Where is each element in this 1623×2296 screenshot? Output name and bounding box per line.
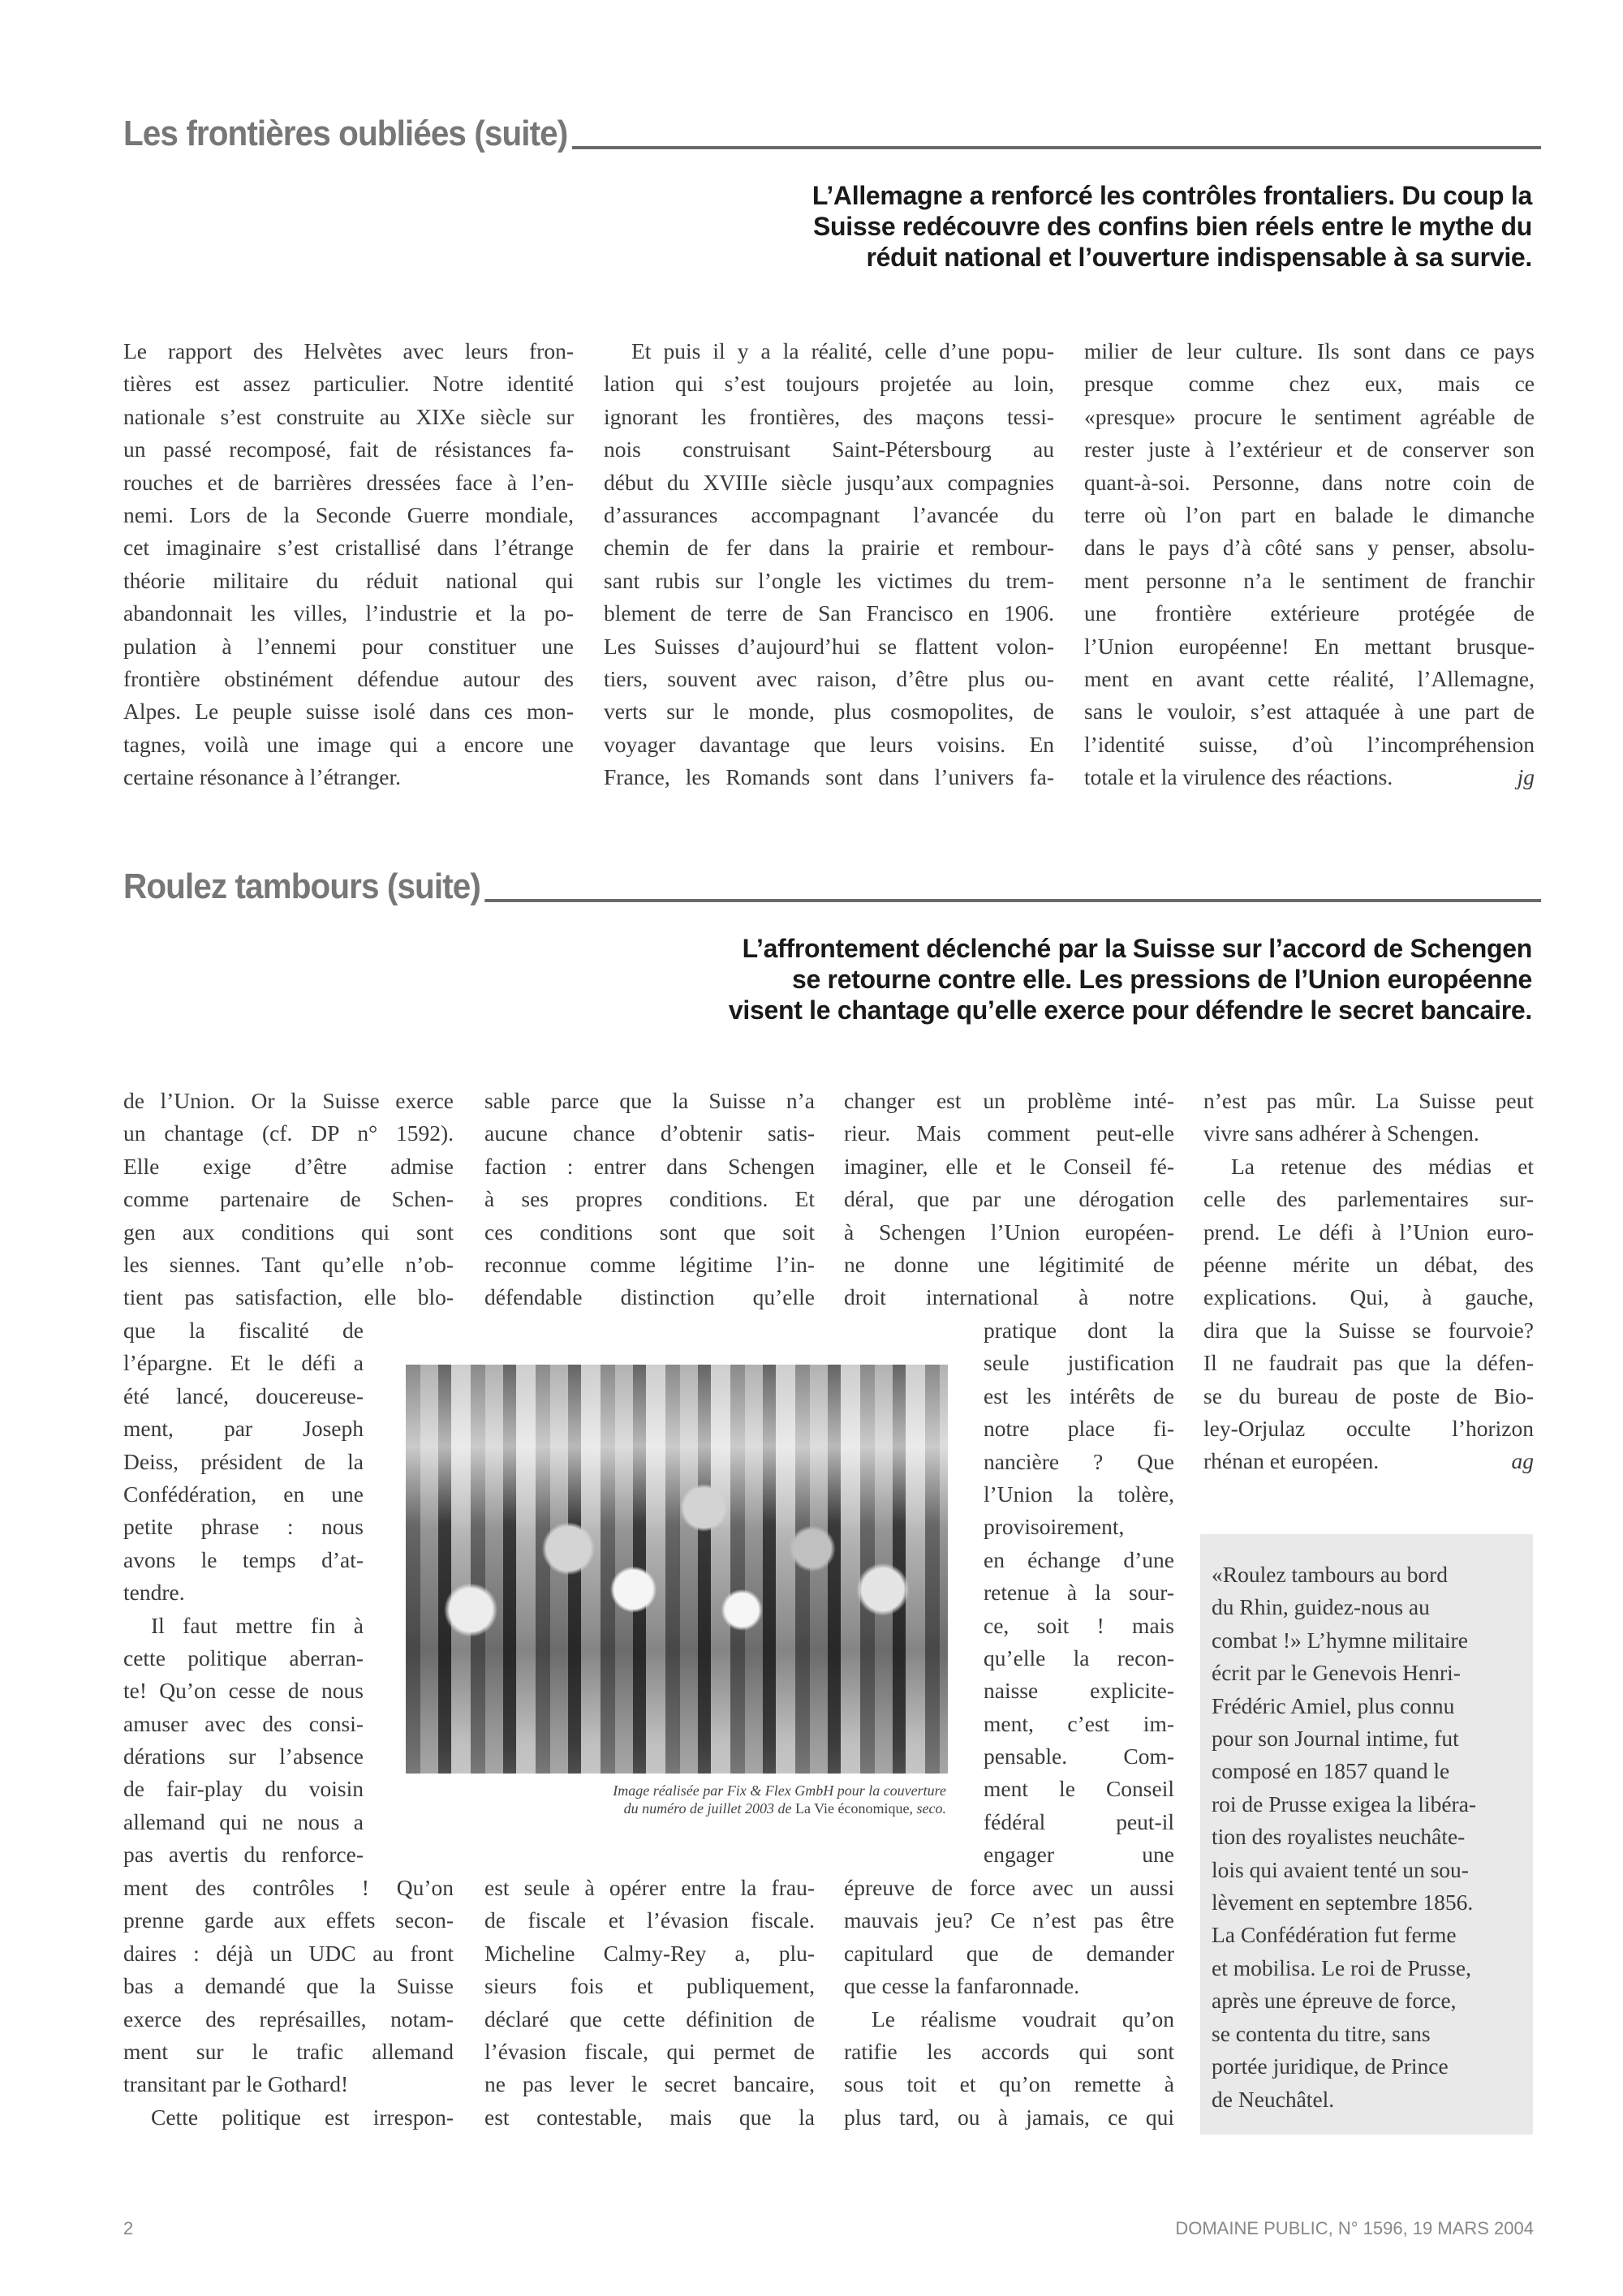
text-line: Le réalisme voudrait qu’on xyxy=(872,2006,1174,2032)
sidebar-line: Frédéric Amiel, plus connu xyxy=(1212,1692,1455,1718)
text-line: à Schengen l’Union européen- xyxy=(844,1219,1174,1245)
text-line: que cesse la fanfaronnade. xyxy=(844,1973,1080,1999)
text-line: quant-à-soi. Personne, dans notre coin de xyxy=(1084,469,1535,495)
sidebar-line: combat !» L’hymne militaire xyxy=(1212,1627,1468,1653)
text-line: tient pas satisfaction, elle blo- xyxy=(123,1284,454,1310)
text-line: France, les Romands sont dans l’univers fa- xyxy=(604,764,1054,790)
text-line: Il ne faudrait pas que la défen- xyxy=(1203,1350,1534,1376)
text-line: lation qui s’est toujours projetée au loin, xyxy=(604,371,1054,397)
text-line: à ses propres conditions. Et xyxy=(484,1186,815,1212)
text-line: imaginer, elle et le Conseil fé- xyxy=(844,1153,1174,1179)
article2-column-1-bottom xyxy=(123,1872,454,2134)
lead-line: réduit national et l’ouverture indispensable à sa survie. xyxy=(866,243,1532,272)
text-line: ces conditions sont que soit xyxy=(484,1219,815,1245)
text-line: d’assurances accompagnant l’avancée du xyxy=(604,501,1054,527)
text-line: rhénan et européen. ag xyxy=(1203,1445,1534,1477)
text-line: tagnes, voilà une image qui a encore une xyxy=(123,731,574,757)
text-line: retenue à la sour- xyxy=(984,1580,1174,1606)
text-line: nois construisant Saint-Pétersbourg au xyxy=(604,436,1054,462)
article2-column-3-bottom xyxy=(844,1872,1174,2134)
lead-line: L’Allemagne a renforcé les contrôles frontaliers. Du coup la xyxy=(812,181,1532,210)
author-signature: ag xyxy=(1511,1448,1534,1474)
text-line: presque comme chez eux, mais ce xyxy=(1084,371,1535,397)
text-line: péenne mérite un débat, des xyxy=(1203,1251,1534,1277)
text-line: aucune chance d’obtenir satis- xyxy=(484,1120,815,1146)
text-line: bas a demandé que la Suisse xyxy=(123,1973,454,1999)
text-line: La retenue des médias et xyxy=(1231,1153,1534,1179)
text-line: daires : déjà un UDC au front xyxy=(123,1940,454,1966)
text-line: dira que la Suisse se fourvoie? xyxy=(1203,1317,1534,1343)
text-line: blement de terre de San Francisco en 1906. xyxy=(604,600,1054,626)
article1-title-rule xyxy=(123,107,1541,153)
text-line: Micheline Calmy-Rey a, plu- xyxy=(484,1940,815,1966)
text-line: faction : entrer dans Schengen xyxy=(484,1153,815,1179)
text-line: allemand qui ne nous a xyxy=(123,1808,364,1834)
sidebar-text xyxy=(1212,1559,1476,2116)
text-line: de fiscale et l’évasion fiscale. xyxy=(484,1907,815,1933)
text-line: certaine résonance à l’étranger. xyxy=(123,764,402,790)
article2-title-rule xyxy=(123,860,1541,906)
sidebar-line: roi de Prusse exigea la libéra- xyxy=(1212,1791,1477,1817)
text-line: pensable. Com- xyxy=(984,1743,1174,1769)
sidebar-line: lèvement en septembre 1856. xyxy=(1212,1890,1474,1915)
text-line: terre où l’on part en balade le dimanche xyxy=(1084,501,1535,527)
text-line: ment sur le trafic allemand xyxy=(123,2038,454,2064)
text-line: sable parce que la Suisse n’a xyxy=(484,1088,815,1113)
text-line: voyager davantage que leurs voisins. En xyxy=(604,731,1054,757)
article2-column-2-bottom xyxy=(484,1872,815,2134)
article2-lead xyxy=(729,933,1532,1025)
text-line: cette politique aberran- xyxy=(123,1645,364,1670)
text-line: sous toit et qu’on remette à xyxy=(844,2071,1174,2097)
text-line: se du bureau de poste de Bio- xyxy=(1203,1382,1534,1408)
text-line: Et puis il y a la réalité, celle d’une popu- xyxy=(631,338,1054,363)
text-line: pratique dont la xyxy=(984,1318,1174,1343)
text-line: en échange d’une xyxy=(984,1546,1174,1572)
text-line: transitant par le Gothard! xyxy=(123,2071,349,2097)
text-line: reconnue comme légitime l’in- xyxy=(484,1251,815,1277)
caption-text: , seco. xyxy=(909,1800,946,1817)
text-line: ment des contrôles ! Qu’on xyxy=(123,1875,454,1900)
text-line: te! Qu’on cesse de nous xyxy=(123,1678,364,1704)
text-line: que la fiscalité de xyxy=(123,1318,364,1343)
text-line: seule justification xyxy=(984,1350,1174,1376)
sidebar-line: de Neuchâtel. xyxy=(1212,2086,1335,2112)
lead-line: L’affrontement déclenché par la Suisse sur l’accord de Schengen xyxy=(742,934,1532,963)
text-line: Deiss, président de la xyxy=(123,1448,364,1474)
article2-column-3-narrow xyxy=(984,1314,1174,1872)
text-line: ment en avant cette réalité, l’Allemagne, xyxy=(1084,665,1535,691)
text-line: de l’Union. Or la Suisse exerce xyxy=(123,1088,454,1113)
article1-column-2 xyxy=(604,335,1054,793)
text-line: l’identité suisse, d’où l’incompréhension xyxy=(1084,731,1535,757)
article2-column-3-top xyxy=(844,1085,1174,1314)
text-line: amuser avec des consi- xyxy=(123,1710,364,1736)
text-line: nancière ? Que xyxy=(984,1448,1174,1474)
text-line: défendable distinction qu’elle xyxy=(484,1284,815,1310)
text-line: tendre. xyxy=(123,1580,185,1606)
text-line: «presque» procure le sentiment agréable de xyxy=(1084,403,1535,429)
text-line: n’est pas mûr. La Suisse peut xyxy=(1203,1088,1534,1113)
text-line: dérations sur l’absence xyxy=(123,1743,364,1769)
text-line: l’épargne. Et le défi a xyxy=(123,1350,364,1376)
sidebar-line: du Rhin, guidez-nous au xyxy=(1212,1594,1430,1620)
text-line: verts sur le monde, plus cosmopolites, de xyxy=(604,699,1054,724)
text-line: déclaré que cette définition de xyxy=(484,2006,815,2032)
article2-column-2-top xyxy=(484,1085,815,1314)
text-line: sans le vouloir, s’est attaquée à une part de xyxy=(1084,699,1535,724)
text-line: Confédération, en une xyxy=(123,1481,364,1507)
text-line: tières est assez particulier. Notre identité xyxy=(123,371,574,397)
text-line: est les intérêts de xyxy=(984,1382,1174,1408)
article1-column-3 xyxy=(1084,335,1535,793)
text-line: ment, par Joseph xyxy=(123,1416,364,1442)
sidebar-line: La Confédération fut ferme xyxy=(1212,1922,1457,1948)
text-line: changer est un problème inté- xyxy=(844,1088,1174,1113)
text-line: dans le pays d’à côté sans y penser, absolu- xyxy=(1084,535,1535,561)
caption-line: Image réalisée par Fix & Flex GmbH pour la couverture xyxy=(613,1782,946,1799)
page-number: 2 xyxy=(123,2218,134,2238)
lead-line: visent le chantage qu’elle exerce pour défendre le secret bancaire. xyxy=(728,995,1532,1025)
article1-column-1 xyxy=(123,335,574,793)
text-line: l’Union la tolère, xyxy=(984,1481,1174,1507)
sidebar-line: lois qui avaient tenté un sou- xyxy=(1212,1856,1469,1882)
text-line: chemin de fer dans la prairie et rembour- xyxy=(604,535,1054,561)
text-line: Le rapport des Helvètes avec leurs fron- xyxy=(123,338,574,363)
sidebar-line: composé en 1857 quand le xyxy=(1212,1758,1450,1784)
sidebar-box xyxy=(1200,1534,1533,2135)
photo-caption xyxy=(487,1782,946,1817)
article1-lead xyxy=(812,180,1532,273)
article1-title: Les frontières oubliées (suite) xyxy=(123,114,572,154)
article2-column-1-narrow xyxy=(123,1314,364,1872)
caption-line xyxy=(487,1799,946,1817)
text-line: épreuve de force avec un aussi xyxy=(844,1875,1174,1900)
text-line: rieur. Mais comment peut-elle xyxy=(844,1120,1174,1146)
text-line: ment, c’est im- xyxy=(984,1710,1174,1736)
sidebar-line: «Roulez tambours au bord xyxy=(1212,1562,1448,1587)
text-line: rester juste à l’extérieur et de conserver son xyxy=(1084,436,1535,462)
text-line: mauvais jeu? Ce n’est pas être xyxy=(844,1907,1174,1933)
text-line: est contestable, mais que la xyxy=(484,2104,815,2130)
text-line: nemi. Lors de la Seconde Guerre mondiale, xyxy=(123,501,574,527)
text-line: l’évasion fiscale, qui permet de xyxy=(484,2038,815,2064)
text-line: ley-Orjulaz occulte l’horizon xyxy=(1203,1415,1534,1441)
text-line: sieurs fois et publiquement, xyxy=(484,1973,815,1999)
text-line: un chantage (cf. DP n° 1592). xyxy=(123,1120,454,1146)
text-line: fédéral peut-il xyxy=(984,1808,1174,1834)
text-line: l’Union européenne! En mettant brusque- xyxy=(1084,633,1535,659)
text-line: provisoirement, xyxy=(984,1514,1125,1540)
article2-column-4 xyxy=(1203,1085,1534,1478)
text-line: celle des parlementaires sur- xyxy=(1203,1186,1534,1212)
text-line: les siennes. Tant qu’elle n’ob- xyxy=(123,1251,454,1277)
lead-line: Suisse redécouvre des confins bien réels entre le mythe du xyxy=(812,212,1532,241)
text-line: gen aux conditions qui sont xyxy=(123,1219,454,1245)
text-line: naisse explicite- xyxy=(984,1678,1174,1704)
text-line: un passé recomposé, fait de résistances fa- xyxy=(123,436,574,462)
caption-text: du numéro de juillet 2003 de xyxy=(623,1800,795,1817)
text-line: pulation à l’ennemi pour constituer une xyxy=(123,633,574,659)
text-line: une frontière extérieure protégée de xyxy=(1084,600,1535,626)
text-line: déral, que par une dérogation xyxy=(844,1186,1174,1212)
text-line: Il faut mettre fin à xyxy=(151,1612,364,1638)
text-line: ne pas lever le secret bancaire, xyxy=(484,2071,815,2097)
text-line: avons le temps d’at- xyxy=(123,1546,364,1572)
text-line: Les Suisses d’aujourd’hui se flattent volon- xyxy=(604,633,1054,659)
text-line: de fair-play du voisin xyxy=(123,1776,364,1802)
text-line: plus tard, ou à jamais, ce qui xyxy=(844,2104,1174,2130)
sidebar-line: après une épreuve de force, xyxy=(1212,1988,1457,2014)
publication-footer: DOMAINE PUBLIC, N° 1596, 19 MARS 2004 xyxy=(1175,2218,1534,2238)
text-line: qu’elle la recon- xyxy=(984,1645,1174,1670)
lead-line: se retourne contre elle. Les pressions de l’Union européenne xyxy=(791,965,1532,994)
author-signature: jg xyxy=(1517,764,1535,790)
text-line: ce, soit ! mais xyxy=(984,1612,1174,1638)
text-line: ratifie les accords qui sont xyxy=(844,2038,1174,2064)
text-line: explications. Qui, à gauche, xyxy=(1203,1284,1534,1310)
sidebar-line: pour son Journal intime, fut xyxy=(1212,1726,1459,1752)
text-line: début du XVIIIe siècle jusqu’aux compagnies xyxy=(604,469,1054,495)
text-line: rouches et de barrières dressées face à l’en- xyxy=(123,469,574,495)
article2-title: Roulez tambours (suite) xyxy=(123,866,484,907)
text-line: prenne garde aux effets secon- xyxy=(123,1907,454,1933)
text-line: vivre sans adhérer à Schengen. xyxy=(1203,1120,1479,1146)
sidebar-line: écrit par le Genevois Henri- xyxy=(1212,1660,1461,1686)
text-line: frontière obstinément défendue autour des xyxy=(123,665,574,691)
text-line: sant rubis sur l’ongle les victimes du trem- xyxy=(604,567,1054,593)
text-line: abandonnait les villes, l’industrie et la po- xyxy=(123,600,574,626)
text-line: cet imaginaire s’est cristallisé dans l’étrange xyxy=(123,535,574,561)
text-line: nationale s’est construite au XIXe siècle sur xyxy=(123,403,574,429)
text-line: notre place fi- xyxy=(984,1416,1174,1442)
text-line: ment le Conseil xyxy=(984,1776,1174,1802)
text-line: est seule à opérer entre la frau- xyxy=(484,1875,815,1900)
caption-publication: La Vie économique xyxy=(794,1800,910,1817)
text-line: engager une xyxy=(984,1842,1174,1868)
sidebar-line: se contenta du titre, sans xyxy=(1212,2020,1431,2046)
text-line: ne donne une légitimité de xyxy=(844,1251,1174,1277)
text-line: comme partenaire de Schen- xyxy=(123,1186,454,1212)
text-line: Alpes. Le peuple suisse isolé dans ces mon- xyxy=(123,699,574,724)
coins-photo xyxy=(406,1365,948,1774)
text-line: petite phrase : nous xyxy=(123,1514,364,1540)
text-line: capitulard que de demander xyxy=(844,1940,1174,1966)
text-line: milier de leur culture. Ils sont dans ce pays xyxy=(1084,338,1535,363)
text-line: Elle exige d’être admise xyxy=(123,1153,454,1179)
text-line: été lancé, doucereuse- xyxy=(123,1382,364,1408)
text-line: ignorant les frontières, des maçons tessi- xyxy=(604,403,1054,429)
article2-column-1-top xyxy=(123,1085,454,1314)
text-line: totale et la virulence des réactions. jg xyxy=(1084,761,1535,793)
text-line: pas avertis du renforce- xyxy=(123,1842,364,1868)
text-line: droit international à notre xyxy=(844,1284,1174,1310)
sidebar-line: portée juridique, de Prince xyxy=(1212,2053,1449,2079)
text-line: exerce des représailles, notam- xyxy=(123,2006,454,2032)
sidebar-line: tion des royalistes neuchâte- xyxy=(1212,1824,1466,1850)
sidebar-line: et mobilisa. Le roi de Prusse, xyxy=(1212,1954,1472,1980)
text-line: tiers, souvent avec raison, d’être plus ou- xyxy=(604,665,1054,691)
text-line: Cette politique est irrespon- xyxy=(151,2104,454,2130)
text-line: prend. Le défi à l’Union euro- xyxy=(1203,1219,1534,1245)
text-line: ment personne n’a le sentiment de franchir xyxy=(1084,567,1535,593)
text-line: théorie militaire du réduit national qui xyxy=(123,567,574,593)
